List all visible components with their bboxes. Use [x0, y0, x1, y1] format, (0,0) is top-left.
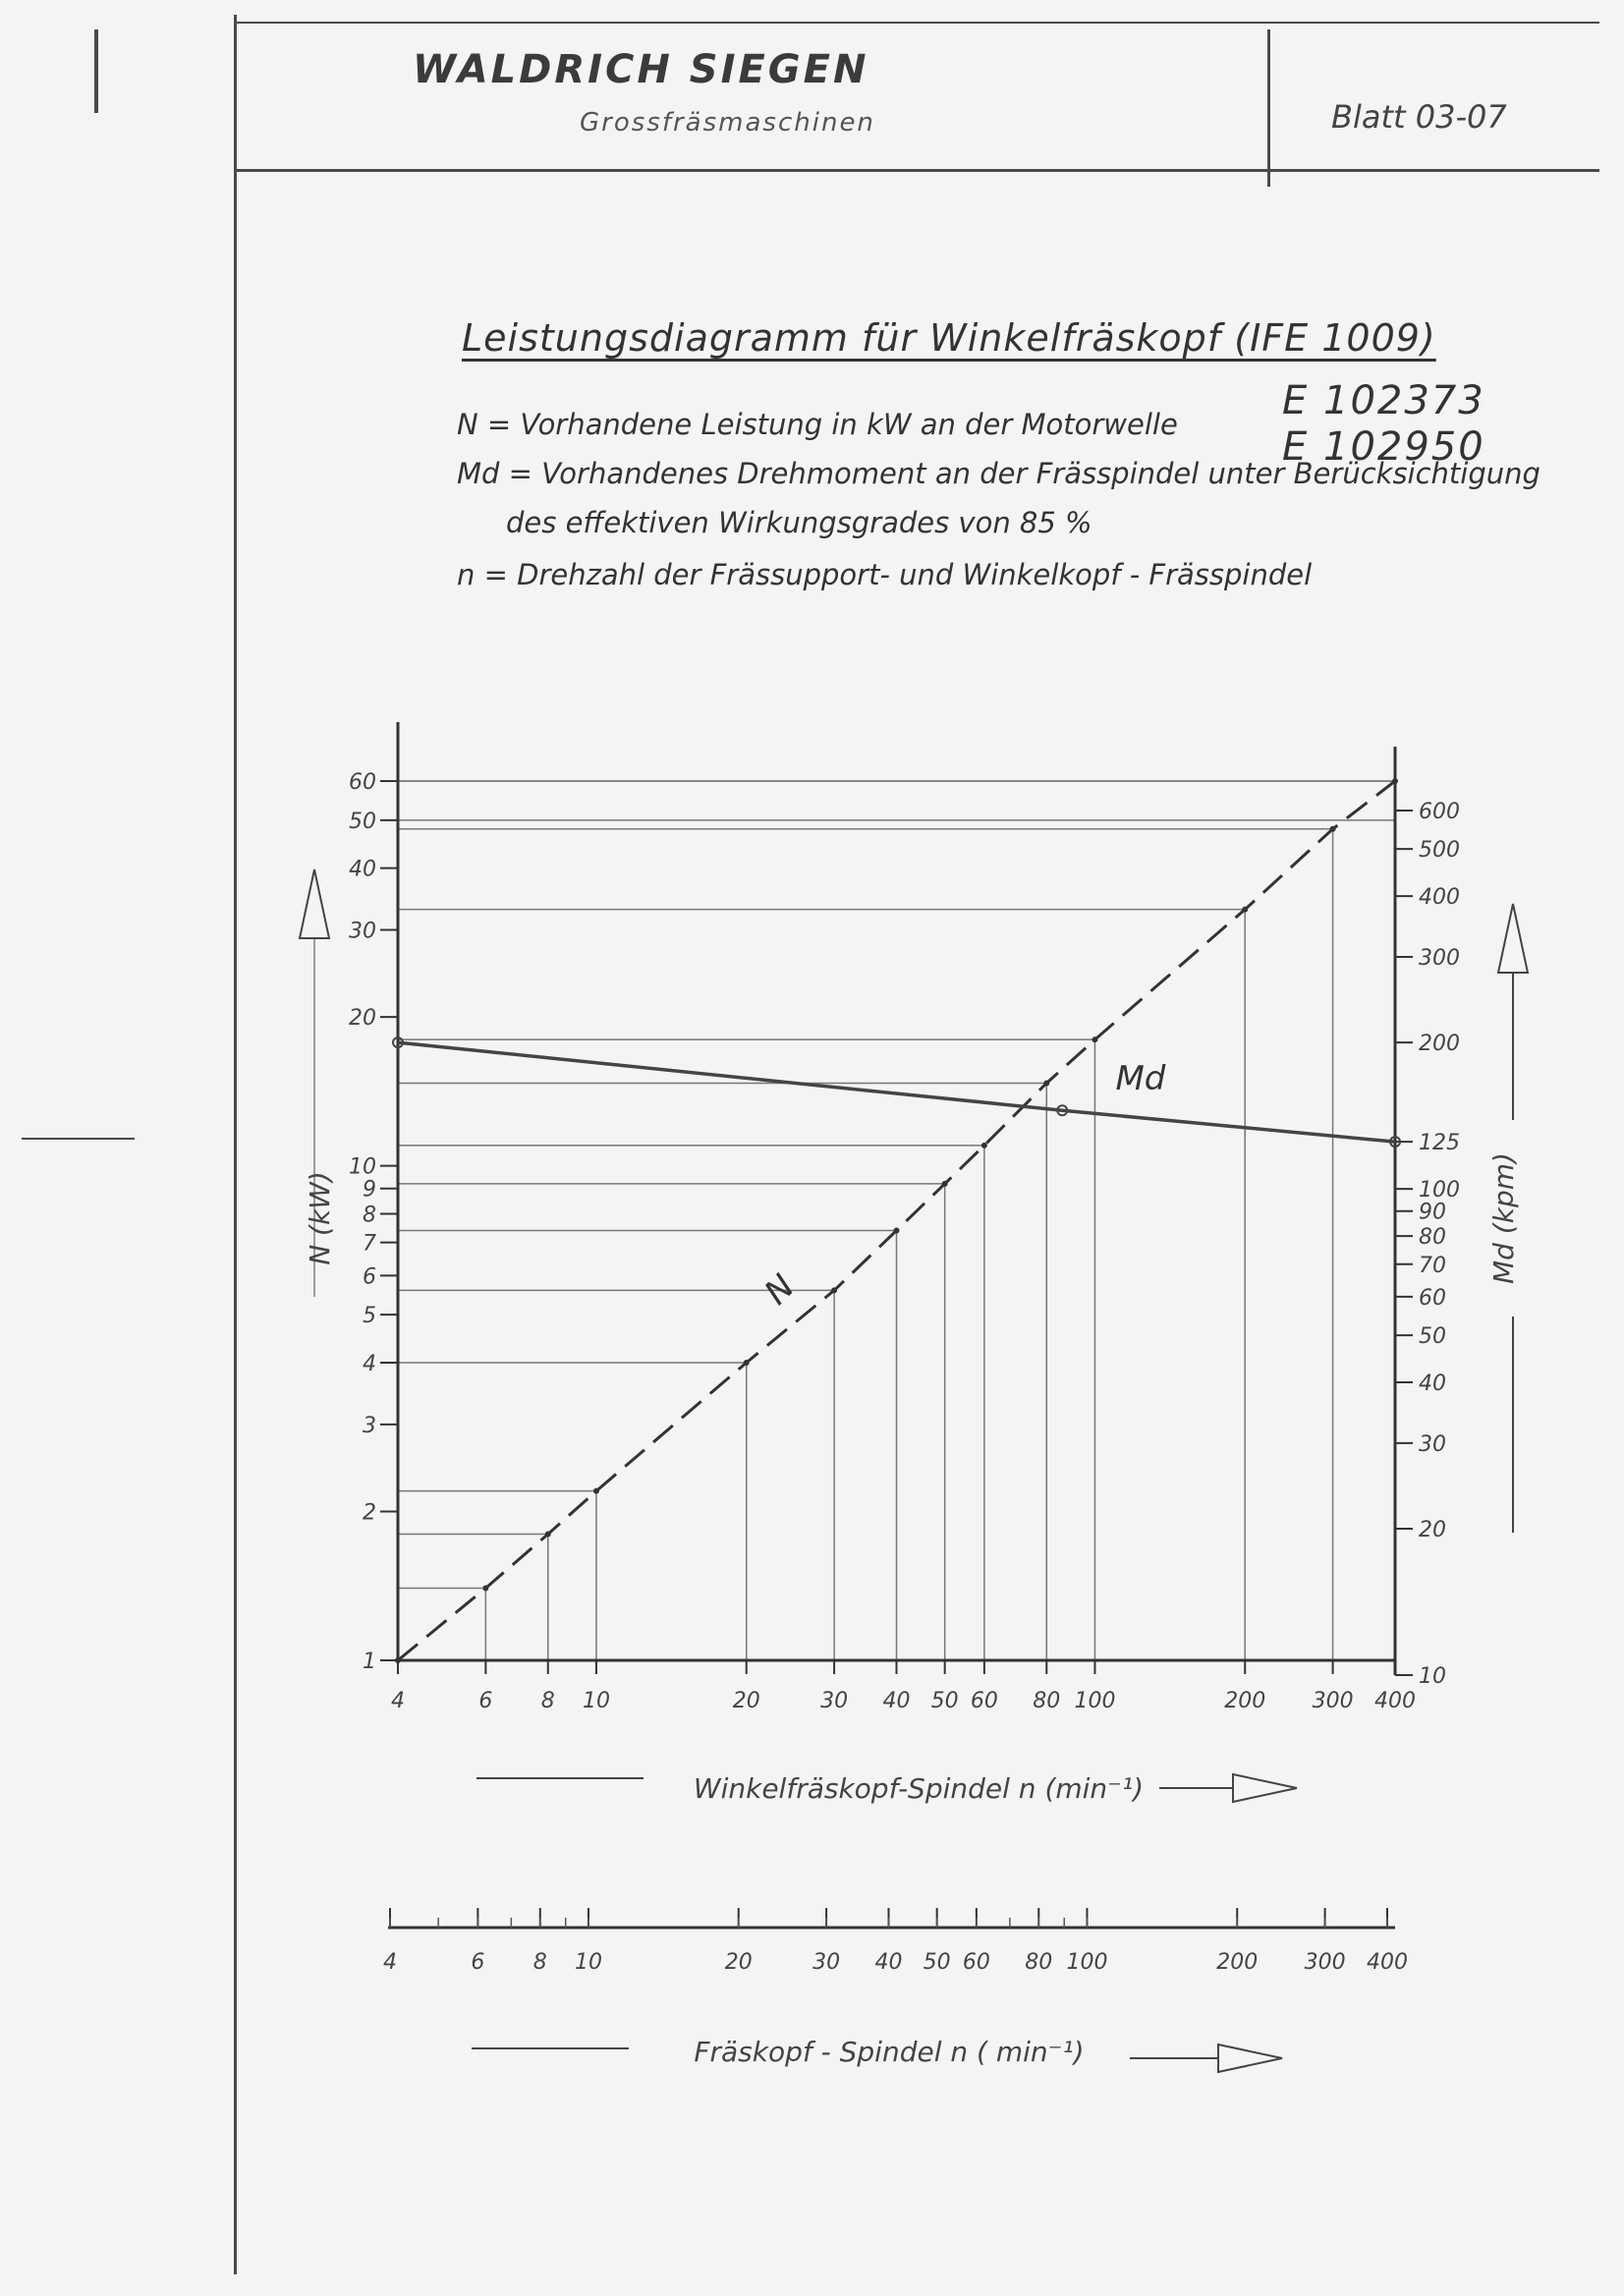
right-tick-label-60: 60	[1419, 1285, 1446, 1311]
company-subtitle: Grossfräsmaschinen	[580, 108, 875, 138]
right-tick-label-80: 80	[1419, 1225, 1446, 1251]
secondary-tick-label-30: 30	[812, 1950, 841, 1975]
sheet-number: Blatt 03-07	[1331, 98, 1507, 136]
right-tick-label-40: 40	[1419, 1372, 1446, 1397]
left-tick-label-3: 3	[363, 1413, 376, 1438]
secondary-arrow-icon	[1218, 2044, 1282, 2072]
secondary-tick-label-8: 8	[532, 1950, 547, 1975]
right-tick-label-70: 70	[1419, 1253, 1446, 1278]
bottom-tick-label-300: 300	[1312, 1689, 1354, 1713]
bottom-tick-label-400: 400	[1374, 1689, 1416, 1713]
right-tick-label-125: 125	[1419, 1131, 1460, 1156]
right-tick-label-500: 500	[1419, 838, 1460, 864]
series-n-point-10	[593, 1488, 599, 1494]
series-n-point-4	[395, 1657, 401, 1663]
left-tick-label-8: 8	[363, 1203, 376, 1228]
series-n-point-60	[981, 1143, 987, 1148]
right-tick-label-300: 300	[1419, 945, 1460, 971]
series-n-point-8	[545, 1532, 551, 1538]
right-tick-label-20: 20	[1419, 1518, 1446, 1543]
series-n-point-40	[894, 1227, 900, 1233]
bottom-tick-label-10: 10	[582, 1689, 610, 1713]
series-n-point-300	[1330, 826, 1336, 832]
right-axis-arrow-icon	[1498, 904, 1528, 973]
secondary-tick-label-200: 200	[1216, 1950, 1259, 1975]
secondary-tick-label-400: 400	[1367, 1950, 1408, 1975]
bottom-tick-label-6: 6	[478, 1689, 493, 1713]
series-n-point-20	[744, 1360, 750, 1366]
series-n-point-100	[1092, 1036, 1097, 1042]
right-tick-label-10: 10	[1419, 1664, 1446, 1689]
secondary-axis-title: Fräskopf - Spindel n ( min⁻¹)	[694, 2036, 1085, 2068]
bottom-tick-label-4: 4	[391, 1689, 405, 1713]
left-axis-title: N (kW)	[304, 1171, 336, 1265]
left-tick-label-4: 4	[363, 1351, 376, 1376]
left-tick-label-20: 20	[349, 1006, 376, 1032]
bottom-tick-label-50: 50	[930, 1689, 959, 1713]
bottom-tick-label-100: 100	[1074, 1689, 1116, 1713]
drawing-code-1: E 102373	[1282, 378, 1485, 423]
right-tick-label-90: 90	[1419, 1200, 1446, 1225]
bottom-tick-label-40: 40	[882, 1689, 911, 1713]
secondary-tick-label-80: 80	[1025, 1950, 1053, 1975]
secondary-tick-label-100: 100	[1066, 1950, 1108, 1975]
secondary-tick-label-60: 60	[962, 1950, 990, 1975]
right-tick-label-50: 50	[1419, 1324, 1446, 1350]
secondary-tick-label-20: 20	[724, 1950, 753, 1975]
left-tick-label-2: 2	[363, 1500, 376, 1526]
left-tick-label-9: 9	[363, 1177, 376, 1203]
secondary-tick-label-6: 6	[471, 1950, 485, 1975]
legend-line-md: Md = Vorhandenes Drehmoment an der Frässpindel unter Berücksichtigung	[457, 457, 1540, 490]
left-tick-label-60: 60	[349, 770, 376, 795]
company-name: WALDRICH SIEGEN	[413, 47, 869, 92]
left-tick-label-40: 40	[349, 857, 376, 882]
right-tick-label-400: 400	[1419, 885, 1460, 911]
left-tick-label-7: 7	[363, 1231, 376, 1257]
document-title: Leistungsdiagramm für Winkelfräskopf (IFE 1009)	[462, 316, 1436, 360]
series-md-label: Md	[1115, 1058, 1166, 1098]
legend-line-n: N = Vorhandene Leistung in kW an der Motorwelle	[457, 408, 1178, 441]
secondary-tick-label-40: 40	[874, 1950, 903, 1975]
series-n-point-6	[482, 1585, 488, 1591]
left-tick-label-1: 1	[363, 1650, 376, 1674]
bottom-tick-label-20: 20	[732, 1689, 760, 1713]
series-n-label: N	[756, 1266, 803, 1313]
left-tick-label-5: 5	[363, 1304, 376, 1329]
series-n-point-50	[942, 1181, 948, 1187]
series-n-point-80	[1043, 1080, 1049, 1086]
bottom-tick-label-30: 30	[820, 1689, 849, 1713]
secondary-tick-label-50: 50	[923, 1950, 951, 1975]
secondary-tick-label-300: 300	[1304, 1950, 1346, 1975]
right-tick-label-30: 30	[1419, 1431, 1446, 1457]
series-n-point-400	[1392, 778, 1398, 784]
chart-labels	[304, 770, 1520, 2068]
right-axis-title: Md (kpm)	[1487, 1152, 1520, 1284]
drawing-code-2: E 102950	[1282, 424, 1485, 470]
right-tick-label-200: 200	[1419, 1032, 1460, 1057]
bottom-tick-label-200: 200	[1224, 1689, 1266, 1713]
left-tick-label-6: 6	[363, 1264, 376, 1290]
secondary-tick-label-4: 4	[383, 1950, 397, 1975]
left-tick-label-30: 30	[349, 919, 376, 944]
bottom-tick-label-60: 60	[970, 1689, 998, 1713]
right-tick-label-600: 600	[1419, 800, 1460, 824]
left-tick-label-50: 50	[349, 809, 376, 834]
secondary-tick-label-10: 10	[574, 1950, 602, 1975]
bottom-tick-label-8: 8	[540, 1689, 555, 1713]
construction-lines	[398, 781, 1395, 1660]
left-tick-label-10: 10	[349, 1154, 376, 1180]
chart-axes	[300, 722, 1528, 2072]
bottom-axis-title: Winkelfräskopf-Spindel n (min⁻¹)	[693, 1772, 1145, 1805]
series-n-point-30	[831, 1287, 837, 1293]
left-axis-arrow-icon	[300, 869, 329, 938]
legend-line-speed: n = Drehzahl der Frässupport- und Winkelkopf - Frässpindel	[457, 558, 1313, 591]
legend-line-efficiency: des effektiven Wirkungsgrades von 85 %	[506, 506, 1092, 539]
bottom-tick-label-80: 80	[1033, 1689, 1061, 1713]
bottom-axis-arrow-icon	[1233, 1774, 1297, 1802]
series-n-point-200	[1242, 907, 1248, 913]
right-tick-label-100: 100	[1419, 1178, 1460, 1204]
